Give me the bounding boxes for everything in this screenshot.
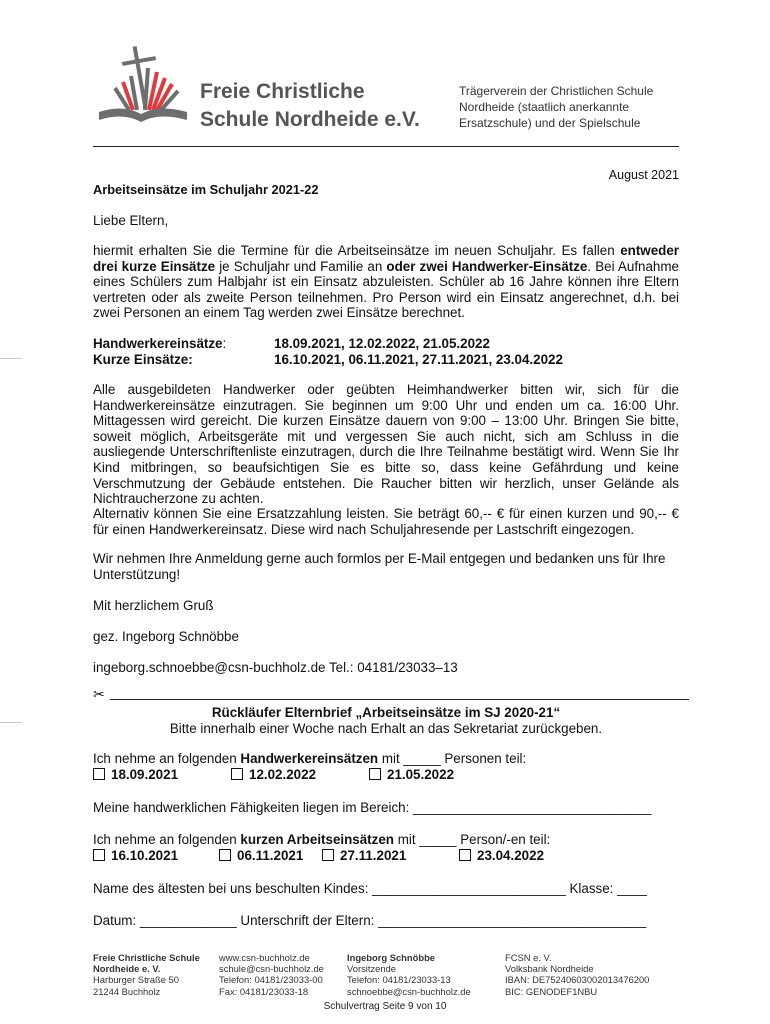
- handwerker-label-text: Handwerkereinsätze: [93, 336, 223, 351]
- hw-option-2-label: 12.02.2022: [249, 767, 317, 782]
- checkbox-icon[interactable]: [93, 768, 105, 780]
- footer-iban: IBAN: DE75240603002013476200: [505, 974, 650, 986]
- footer-city: 21244 Buchholz: [93, 985, 161, 997]
- form-k-bold: kurzen Arbeitseinsätzen: [240, 832, 394, 847]
- k-option-1[interactable]: [93, 848, 178, 864]
- handwerker-label: [93, 336, 226, 352]
- form-subtitle: Bitte innerhalb einer Woche nach Erhalt an das Sekretariat zurückgeben.: [169, 721, 603, 736]
- footer-chair-phone: Telefon: 04181/23033-13: [347, 974, 451, 986]
- footer-email-link[interactable]: schule@csn-buchholz.de: [219, 963, 324, 975]
- k-option-1-label: 16.10.2021: [111, 848, 179, 863]
- footer-bank-name: Volksbank Nordheide: [505, 963, 594, 975]
- paragraph-thanks: Wir nehmen Ihre Anmeldung gerne auch formlos per E-Mail entgegen und bedanken uns für Ihre Unterstützung!: [93, 551, 666, 582]
- footer-school-name: Freie Christliche Schule: [93, 952, 200, 963]
- organization-name-line2: Schule Nordheide e.V.: [200, 108, 420, 131]
- footer-chair-role: Vorsitzende: [347, 963, 396, 975]
- k-option-2-label: 06.11.2021: [237, 848, 304, 863]
- kurze-label: Kurze Einsätze:: [93, 352, 193, 367]
- footer-chair-contact: [347, 952, 471, 997]
- form-child-line[interactable]: Name des ältesten bei uns beschulten Kindes: __________________________ Klasse: ____: [93, 881, 647, 896]
- checkbox-icon[interactable]: [231, 768, 243, 780]
- footer-school-name-2: Nordheide e. V.: [93, 963, 161, 975]
- handwerker-dates: 18.09.2021, 12.02.2022, 21.05.2022: [274, 336, 490, 351]
- checkbox-icon[interactable]: [219, 849, 231, 861]
- footer-bic: BIC: GENODEF1NBU: [505, 985, 598, 997]
- k-option-4-label: 23.04.2022: [477, 848, 545, 863]
- form-handwerker-line: [93, 751, 526, 767]
- tagline-line1: Trägerverein der Christlichen Schule: [459, 84, 654, 98]
- form-hw-text-c: mit _____ Personen teil:: [378, 751, 527, 766]
- footer-bank: [505, 952, 649, 997]
- footer-school-address: [93, 952, 200, 997]
- page-number: Schulvertrag Seite 9 von 10: [323, 1001, 447, 1012]
- scissors-icon: ✂: [93, 686, 105, 702]
- form-kurze-line: [93, 832, 550, 848]
- tagline-line2: Nordheide (staatlich anerkannte: [459, 100, 630, 114]
- fold-mark-top: [0, 358, 22, 359]
- intro-text-a: hiermit erhalten Sie die Termine für die Arbeitseinsätze im neuen Schuljahr. Es fallen: [93, 243, 621, 258]
- form-k-text-a: Ich nehme an folgenden: [93, 832, 241, 847]
- organization-name-line1: Freie Christliche: [200, 80, 365, 103]
- intro-text-e: . Bei Aufnahme eines Schülers zum Halbjahr ist ein Einsatz abzuleisten. Schüler ab 16 Jahre können ihre Eltern vertreten oder als zweite Person teilnehmen. Pro Person wird ein Einsatz angerechnet, d.h. bei zwei Personen an einem Tag werden zwei Einsätze berechnet.: [93, 258, 679, 321]
- footer-street: Harburger Straße 50: [93, 974, 179, 986]
- hw-option-1-label: 18.09.2021: [111, 767, 179, 782]
- form-k-text-c: mit _____ Person/-en teil:: [393, 832, 551, 847]
- letter-subject: Arbeitseinsätze im Schuljahr 2021-22: [93, 182, 319, 197]
- paragraph-intro: [93, 243, 679, 321]
- footer-chair-email-link[interactable]: schnoebbe@csn-buchholz.de: [347, 985, 471, 997]
- kurze-dates: 16.10.2021, 06.11.2021, 27.11.2021, 23.04.2022: [274, 352, 563, 367]
- checkbox-icon[interactable]: [459, 849, 471, 861]
- contact-line: ingeborg.schnoebbe@csn-buchholz.de Tel.: 04181/23033–13: [93, 660, 458, 675]
- k-option-3[interactable]: [322, 848, 406, 864]
- cut-line: [110, 699, 689, 700]
- footer-phone: Telefon: 04181/23033-00: [219, 974, 323, 986]
- intro-bold-short: entweder drei kurze Einsätze: [93, 243, 679, 274]
- form-title: Rückläufer Elternbrief „Arbeitseinsätze im SJ 2020-21“: [211, 705, 561, 720]
- hw-option-1[interactable]: [93, 767, 178, 783]
- intro-text-c: je Schuljahr und Familie an: [215, 258, 387, 274]
- footer-chair-name: Ingeborg Schnöbbe: [347, 952, 436, 963]
- closing: Mit herzlichem Gruß: [93, 598, 214, 613]
- paragraph-payment: Alternativ können Sie eine Ersatzzahlung leisten. Sie beträgt 60,-- € für einen kurzen und 90,-- € für einen Handwerkereinsatz. Diese wird nach Schuljahresende per Lastschrift eingezogen.: [93, 506, 679, 537]
- paragraph-instructions: Alle ausgebildeten Handwerker oder geübten Heimhandwerker bitten wir, sich für die Handwerkereinsätze einzutragen. Sie beginnen um 9:00 Uhr und enden um ca. 16:00 Uhr. Mittagessen wird gereicht. Die kurzen Einsätze dauern von 9:00 – 13:00 Uhr. Bringen Sie bitte, soweit möglich, Arbeitsgeräte mit und vergessen Sie auch nicht, sich am Schluss in die ausliegende Unterschriftenliste einzutragen, durch die Ihre Teilnahme bestätigt wird. Wenn Sie Ihr Kind mitbringen, so beaufsichtigen Sie es bitte so, dass keine Gefährdung und keine Verschmutzung der Gebäude entstehen. Die Raucher bitten wir herzlich, unser Gelände als Nichtraucherzone zu achten.: [93, 382, 679, 507]
- header-divider: [93, 146, 679, 147]
- intro-bold-craftsman: oder zwei Handwerker-Einsätze: [386, 258, 588, 274]
- form-signature-line[interactable]: Datum: _____________ Unterschrift der Eltern: ____________________________________: [93, 913, 647, 928]
- letter-date: August 2021: [608, 168, 679, 182]
- k-option-4[interactable]: [459, 848, 544, 864]
- hw-option-3-label: 21.05.2022: [387, 767, 455, 782]
- hw-option-3[interactable]: [369, 767, 454, 783]
- checkbox-icon[interactable]: [93, 849, 105, 861]
- footer-fax: Fax: 04181/23033-18: [219, 985, 309, 997]
- organization-tagline: [459, 83, 653, 131]
- fold-mark-bottom: [0, 722, 22, 723]
- footer-web-contact: [219, 952, 324, 997]
- signature: gez. Ingeborg Schnöbbe: [93, 629, 239, 644]
- form-skills-line[interactable]: Meine handwerklichen Fähigkeiten liegen im Bereich: ________________________________: [93, 800, 652, 815]
- form-hw-bold: Handwerkereinsätzen: [240, 751, 379, 766]
- tagline-line3: Ersatzschule) und der Spielschule: [459, 116, 641, 130]
- organization-name: [200, 78, 420, 134]
- hw-option-2[interactable]: [231, 767, 316, 783]
- k-option-3-label: 27.11.2021: [340, 848, 407, 863]
- school-logo-icon: [93, 42, 193, 126]
- k-option-2[interactable]: [219, 848, 303, 864]
- checkbox-icon[interactable]: [369, 768, 381, 780]
- handwerker-colon: :: [222, 336, 227, 351]
- salutation: Liebe Eltern,: [93, 213, 169, 228]
- footer-bank-org: FCSN e. V.: [505, 952, 552, 963]
- form-hw-text-a: Ich nehme an folgenden: [93, 751, 241, 766]
- footer-website-link[interactable]: www.csn-buchholz.de: [219, 952, 310, 963]
- checkbox-icon[interactable]: [322, 849, 334, 861]
